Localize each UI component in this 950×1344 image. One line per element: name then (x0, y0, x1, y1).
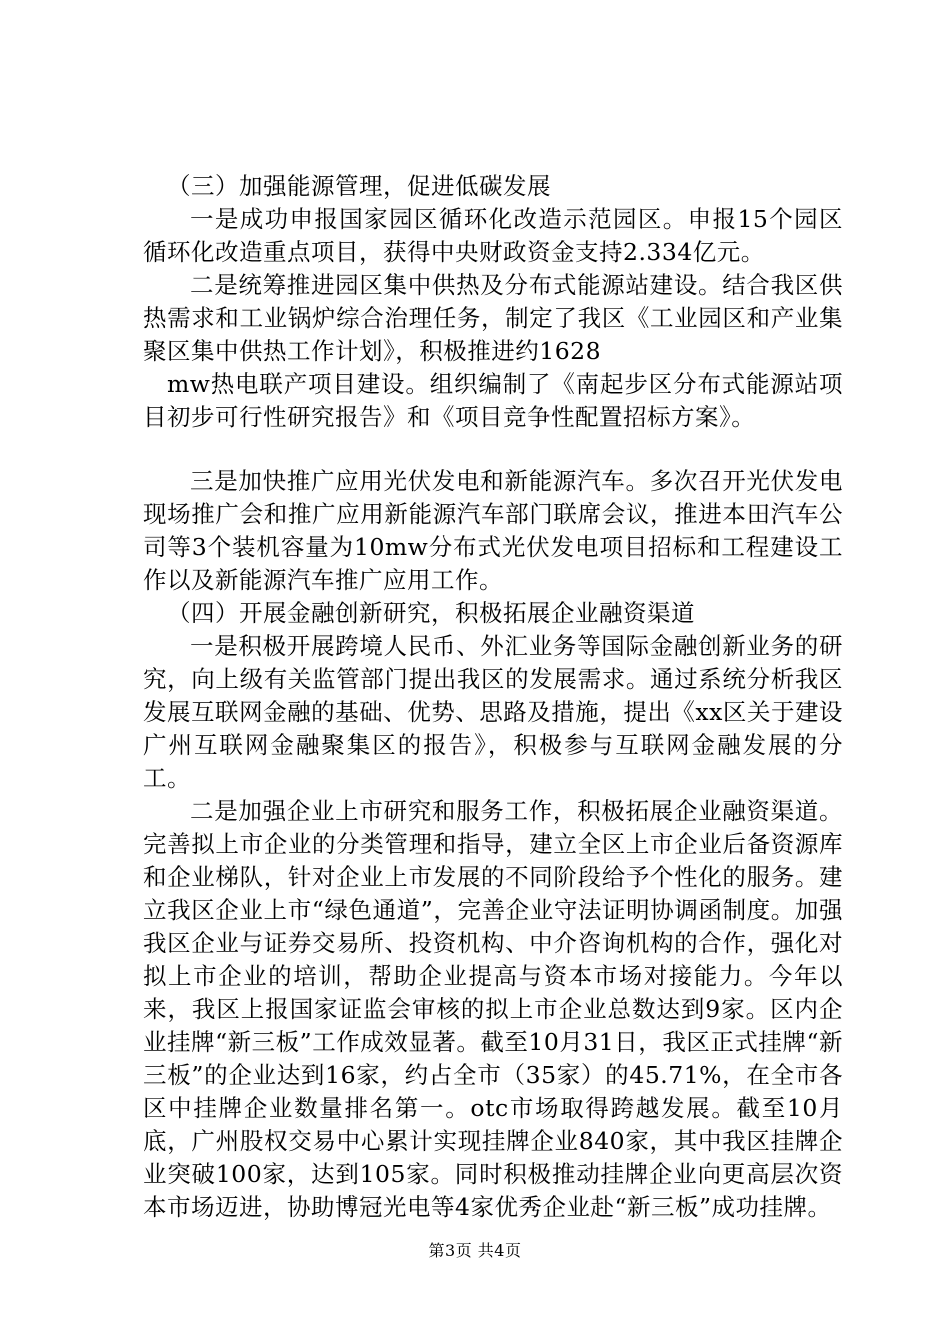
paragraph-gap (143, 434, 843, 465)
paragraph-heating-continued: mw热电联产项目建设。组织编制了《南起步区分布式能源站项目初步可行性研究报告》和《项目竞争性配置招标方案》。 (143, 370, 843, 431)
body-text (143, 170, 843, 1224)
paragraph-solar-ev: 三是加快推广应用光伏发电和新能源汽车。多次召开光伏发电现场推广会和推广应用新能源汽车部门联席会议，推进本田汽车公司等3个装机容量为10mw分布式光伏发电项目招标和工程建设工作以及新能源汽车推广应用工作。 (143, 467, 843, 594)
page-footer: 第3页 共4页 (428, 1241, 522, 1260)
paragraph-circular-park: 一是成功申报国家园区循环化改造示范园区。申报15个园区循环化改造重点项目，获得中央财政资金支持2.334亿元。 (143, 205, 843, 266)
paragraph-heating: 二是统筹推进园区集中供热及分布式能源站建设。结合我区供热需求和工业锅炉综合治理任务，制定了我区《工业园区和产业集聚区集中供热工作计划》，积极推进约1628 (143, 271, 843, 365)
paragraph-fintech: 一是积极开展跨境人民币、外汇业务等国际金融创新业务的研究，向上级有关监管部门提出我区的发展需求。通过系统分析我区发展互联网金融的基础、优势、思路及措施，提出《xx区关于建设广州互联网金融聚集区的报告》，积极参与互联网金融发展的分工。 (143, 632, 843, 792)
section-heading-finance: （四）开展金融创新研究，积极拓展企业融资渠道 (167, 599, 695, 627)
paragraph-listing: 二是加强企业上市研究和服务工作，积极拓展企业融资渠道。完善拟上市企业的分类管理和指导，建立全区上市企业后备资源库和企业梯队，针对企业上市发展的不同阶段给予个性化的服务。建立我区企业上市“绿色通道”，完善企业守法证明协调函制度。加强我区企业与证券交易所、投资机构、中介咨询机构的合作，强化对拟上市企业的培训，帮助企业提高与资本市场对接能力。今年以来，我区上报国家证监会审核的拟上市企业总数达到9家。区内企业挂牌“新三板”工作成效显著。截至10月31日，我区正式挂牌“新三板”的企业达到16家，约占全市（35家）的45.71%，在全市各区中挂牌企业数量排名第一。otc市场取得跨越发展。截至10月底，广州股权交易中心累计实现挂牌企业840家，其中我区挂牌企业突破100家，达到105家。同时积极推动挂牌企业向更高层次资本市场迈进，协助博冠光电等4家优秀企业赴“新三板”成功挂牌。 (143, 797, 843, 1221)
section-heading-energy: （三）加强能源管理，促进低碳发展 (167, 172, 551, 200)
